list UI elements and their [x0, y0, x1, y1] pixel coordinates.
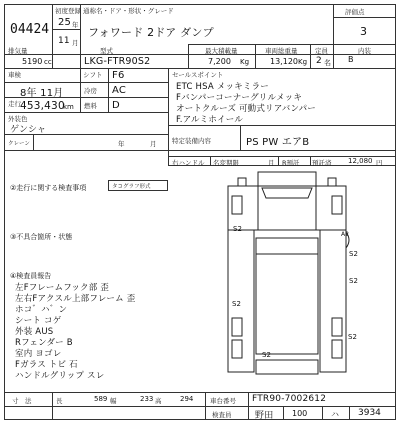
grade-value: 3	[360, 25, 368, 38]
name-change-value: 月	[268, 159, 275, 167]
crane-month-unit: 月	[150, 140, 157, 148]
ac-value: AC	[112, 85, 127, 96]
recycle-status-label: 預託済	[312, 159, 332, 167]
handle-label: 右ハンドル	[172, 159, 205, 167]
sales-point-item: F.アルミホイール	[176, 115, 244, 125]
wheel-rear-left	[232, 318, 242, 336]
report-item: 外装 AUS	[15, 327, 54, 337]
length-label: 長	[56, 397, 63, 405]
recycle-unit: 円	[376, 159, 383, 167]
reg-year-unit: 年	[72, 21, 79, 29]
interior-grade-label: 内装	[358, 47, 371, 55]
wheel-front-right	[332, 196, 342, 214]
diagram-mark: S2	[348, 333, 357, 341]
ha-number: 3934	[358, 408, 381, 418]
grade-label: 評価点	[345, 8, 365, 16]
wheel-front-left	[232, 196, 242, 214]
max-load-unit: Kg	[240, 58, 250, 66]
ha-label: ハ	[331, 410, 339, 419]
chassis-label: 車台番号	[210, 397, 236, 405]
sales-point-item: ETC HSA メッキミラー	[176, 82, 269, 92]
mirror-right	[328, 178, 336, 186]
inspector-code: 100	[292, 409, 308, 418]
max-load-label: 最大積載量	[205, 47, 238, 55]
diagram-mark: S2	[262, 351, 271, 359]
first-reg-label: 初度登録	[55, 7, 81, 15]
windshield	[262, 188, 312, 198]
displacement-value: 5190	[22, 57, 43, 66]
crane-label: クレーン	[8, 141, 30, 147]
diagram-mark: S2	[233, 225, 242, 233]
width-value: 233	[140, 395, 154, 403]
report-item: ホコ゛ハ゛ン	[15, 305, 68, 315]
ac-label: 冷房	[84, 87, 97, 95]
sales-point-item: オートクルーズ 可動式リアバンパー	[176, 104, 316, 114]
gvw-label: 車両総重量	[265, 47, 298, 55]
mileage-label: 走行	[8, 100, 21, 108]
inspector-name: 野田	[255, 411, 274, 421]
diagram-mark: S2	[349, 250, 358, 258]
report-item: 左右Fアクスル上部フレーム 歪	[15, 294, 136, 304]
lot-number: 04424	[10, 22, 50, 37]
width-label: 幅	[110, 397, 117, 405]
sales-points-label: セールスポイント	[172, 71, 224, 79]
displacement-label: 排気量	[8, 47, 28, 55]
dimensions-label: 寸 法	[12, 397, 32, 405]
bed-floor	[256, 238, 318, 354]
report-item: シート コゲ	[15, 316, 62, 326]
height-label: 高	[155, 397, 162, 405]
interior-grade: B	[348, 55, 354, 64]
wheel-rear-right-2	[332, 340, 342, 358]
diagram-mark: S2	[232, 300, 241, 308]
car-name: フォワード 2ドア ダンプ	[88, 26, 214, 39]
inspection-value: 8年 11月	[20, 88, 64, 99]
mileage-value: 453,430	[20, 100, 65, 112]
diagram-mark: A2	[341, 231, 349, 238]
reg-month: 11	[58, 36, 70, 46]
recycle-deposit-label: R預託	[282, 159, 300, 167]
report-item: Fガラス トビ 石	[15, 360, 78, 370]
tachograph-label: タコグラフ形式	[112, 184, 151, 190]
equipment-value: PS PW エアB	[246, 137, 310, 148]
gvw-unit: Kg	[298, 58, 308, 66]
mirror-left	[238, 178, 246, 186]
equipment-label: 特定装備内容	[172, 137, 211, 145]
mileage-unit: km	[63, 103, 74, 111]
recycle-amount: 12,080	[348, 157, 373, 165]
model-label: 型式	[100, 47, 113, 55]
capacity-unit: 名	[324, 59, 331, 67]
length-value: 589	[94, 395, 108, 403]
max-load-value: 7,200	[208, 57, 231, 66]
report-item: ハンドルグリップ スレ	[15, 371, 105, 381]
exterior-color-label: 外装色	[8, 115, 28, 123]
cab-body	[258, 186, 316, 230]
model-value: LKG-FTR90S2	[84, 56, 151, 67]
capacity-value: 2	[316, 56, 322, 66]
shift-value: F6	[112, 70, 125, 81]
gvw-value: 13,120	[270, 57, 298, 66]
reg-year: 25	[58, 17, 72, 28]
cab-roof	[258, 172, 316, 186]
shift-label: シフト	[83, 71, 103, 79]
height-value: 294	[180, 395, 194, 403]
wheel-rear-right	[332, 318, 342, 336]
report-item: 室内 ヨゴレ	[15, 349, 62, 359]
chassis-number: FTR90-7002612	[252, 394, 327, 404]
car-name-label: 通称名・ドア・形状・グレード	[83, 7, 174, 15]
fuel-value: D	[112, 100, 120, 111]
diagram-mark: S2	[349, 277, 358, 285]
bed-tailgate	[256, 360, 318, 374]
reg-month-unit: 月	[72, 39, 79, 47]
crane-year-unit: 年	[118, 140, 125, 148]
capacity-label: 定員	[315, 47, 328, 55]
report-item: 左Fフレームフック部 歪	[15, 283, 110, 293]
report-item: Rフェンダー B	[15, 338, 73, 348]
fuel-label: 燃料	[84, 102, 97, 110]
driving-check-label: ②走行に関する検査事項	[10, 184, 87, 192]
sales-point-item: Fバンパーコーナーグリルメッキ	[176, 93, 303, 103]
inspector-label: 検査員	[212, 411, 232, 419]
name-change-label: 名変期限	[213, 159, 239, 167]
inspector-report-label: ④検査員報告	[10, 272, 52, 280]
wheel-rear-left-2	[232, 340, 242, 358]
displacement-unit: cc	[44, 58, 52, 66]
inspection-label: 車検	[8, 71, 21, 79]
exterior-color-value: ゲンシャ	[10, 125, 47, 135]
malfunction-label: ③不具合箇所・状態	[10, 233, 73, 241]
